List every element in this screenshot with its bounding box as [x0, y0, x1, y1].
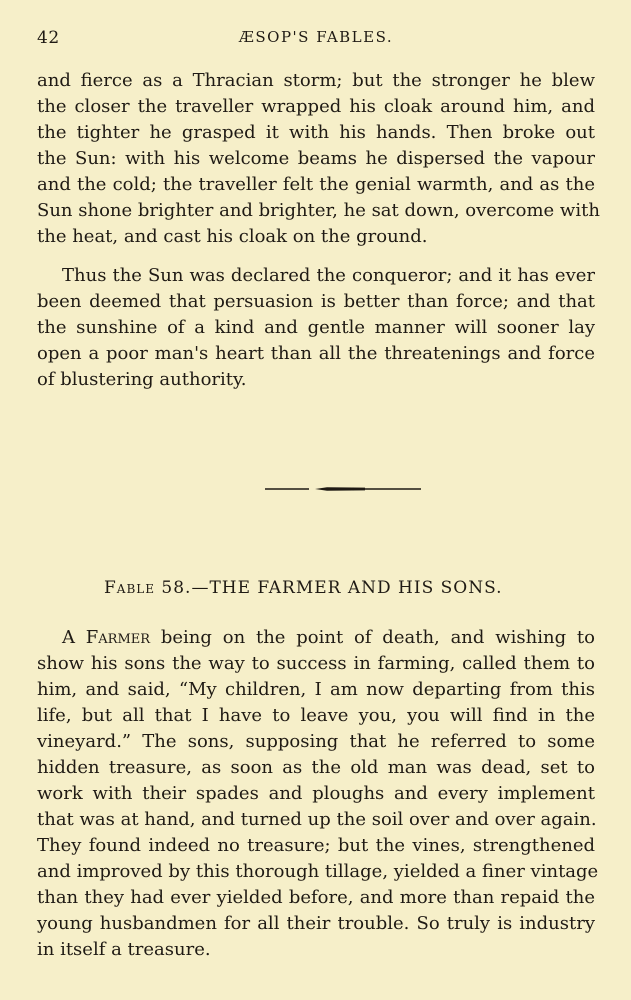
paragraph-farmer-and-sons [37, 625, 599, 963]
text-line: Thus the Sun was declared the conqueror; and it has ever [62, 265, 595, 286]
text-line: vineyard.” The sons, supposing that he referred to some [37, 731, 595, 752]
text-line: They found indeed no treasure; but the vines, strengthened [37, 835, 595, 856]
text-line: life, but all that I have to leave you, you will find in the [37, 705, 595, 726]
running-title: ÆSOP'S FABLES. [238, 28, 394, 46]
text-line: work with their spades and ploughs and every implement [37, 783, 595, 804]
text-line: Sun shone brighter and brighter, he sat down, overcome with [37, 200, 600, 221]
text-line: of blustering authority. [37, 369, 247, 390]
fable-number-title: 58.—THE FARMER AND HIS SONS. [161, 578, 503, 598]
text-line: him, and said, “My children, I am now departing from this [37, 679, 595, 700]
text-line: and fierce as a Thracian storm; but the stronger he blew [37, 70, 595, 91]
text-line: hidden treasure, as soon as the old man was dead, set to [37, 757, 595, 778]
page-number: 42 [37, 28, 60, 48]
text-line: that was at hand, and turned up the soil over and over again. [37, 809, 597, 830]
paragraph-sun-and-wind-end [37, 68, 600, 250]
section-divider-ornament [265, 484, 421, 494]
text-line: open a poor man's heart than all the threatenings and force [37, 343, 595, 364]
paragraph-moral [37, 263, 595, 393]
drop-word: A Farmer [62, 627, 151, 648]
text-line: the heat, and cast his cloak on the ground. [37, 226, 428, 247]
running-head [37, 28, 595, 52]
text-line-first [37, 625, 595, 651]
first-line-rest: being on the point of death, and wishing to [160, 627, 595, 648]
text-line: the closer the traveller wrapped his cloak around him, and [37, 96, 595, 117]
text-line: in itself a treasure. [37, 939, 211, 960]
text-line: and the cold; the traveller felt the genial warmth, and as the [37, 174, 595, 195]
text-line: the Sun: with his welcome beams he dispersed the vapour [37, 148, 595, 169]
text-line: the sunshine of a kind and gentle manner will sooner lay [37, 317, 595, 338]
fable-label: Fable [104, 578, 156, 598]
text-line: young husbandmen for all their trouble. So truly is industry [37, 913, 595, 934]
text-line: been deemed that persuasion is better than force; and that [37, 291, 595, 312]
text-line: than they had ever yielded before, and more than repaid the [37, 887, 595, 908]
fable-heading [104, 578, 571, 598]
text-line: and improved by this thorough tillage, yielded a finer vintage [37, 861, 599, 882]
text-line: show his sons the way to success in farming, called them to [37, 653, 595, 674]
text-line: the tighter he grasped it with his hands. Then broke out [37, 122, 595, 143]
